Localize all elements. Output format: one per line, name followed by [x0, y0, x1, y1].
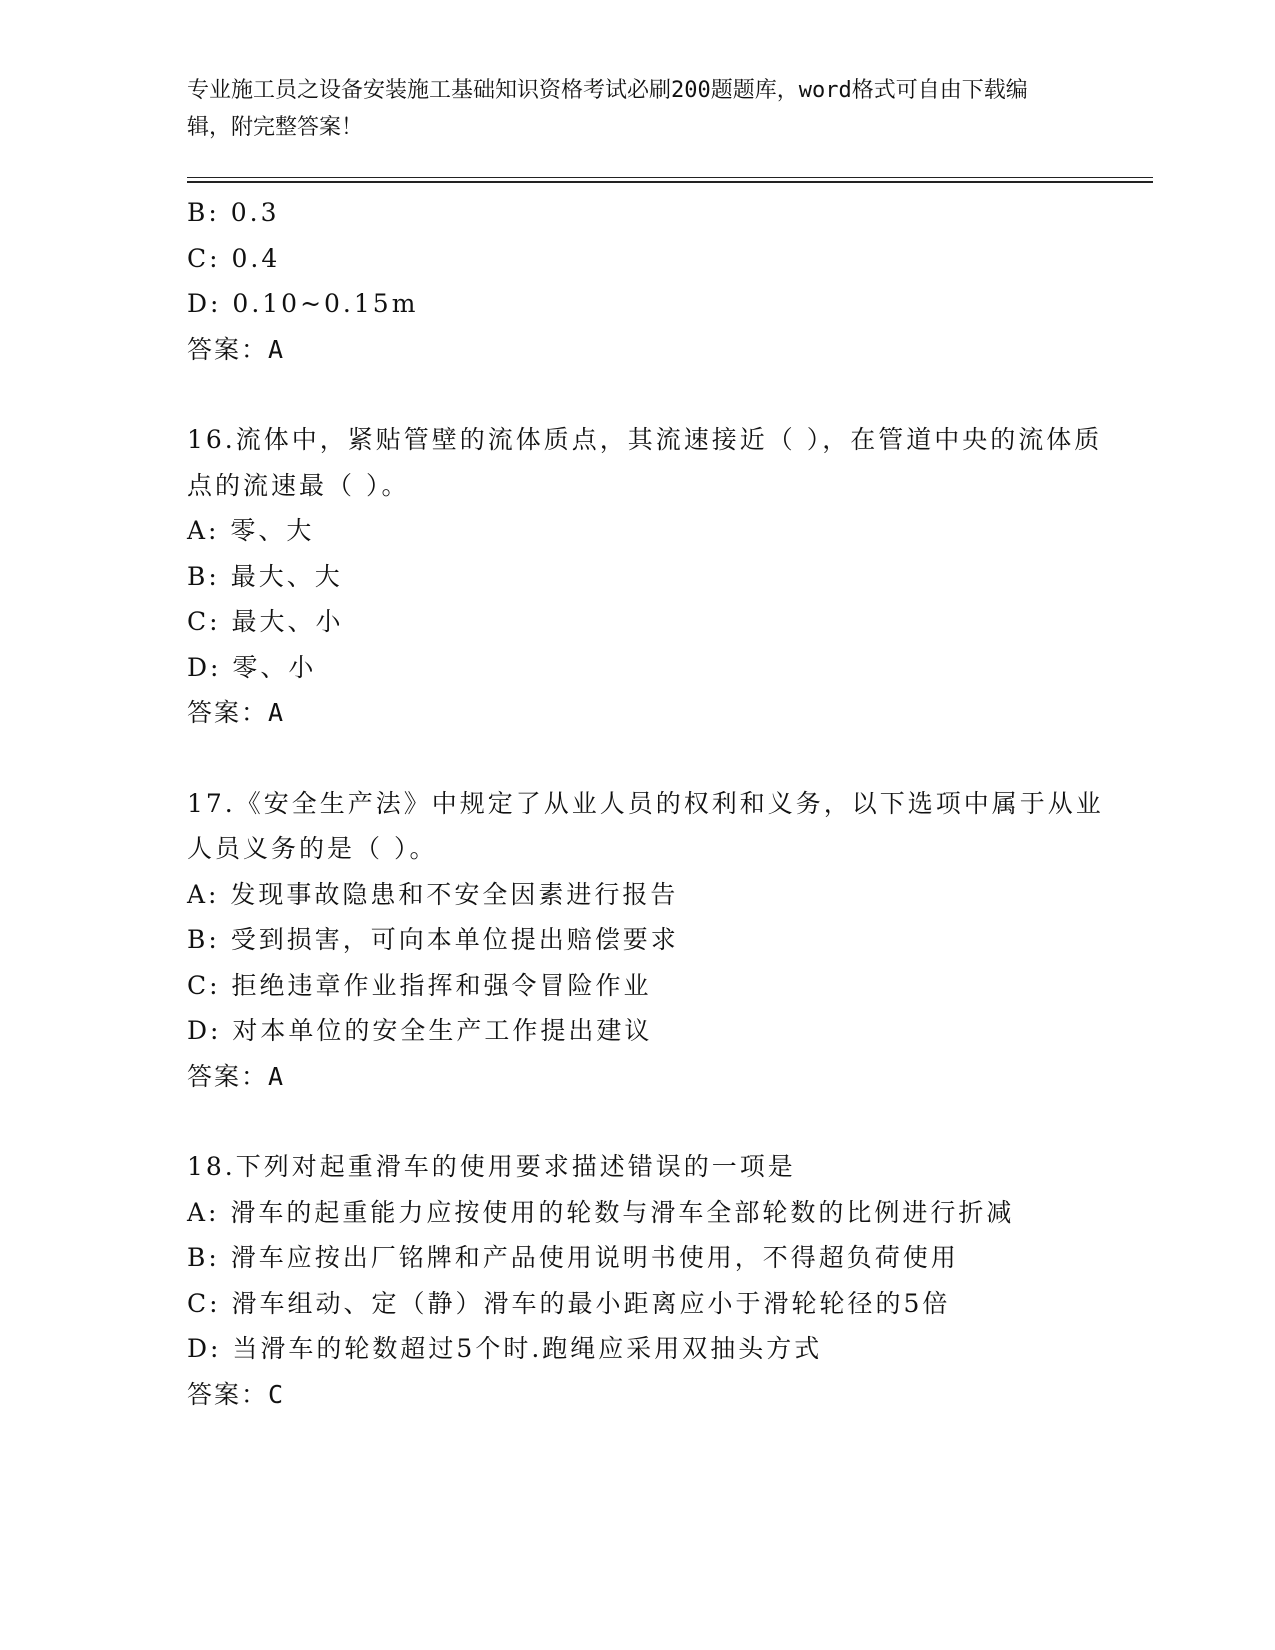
header-divider-thin — [187, 177, 1153, 178]
answer-line: 答案：C — [187, 1379, 286, 1409]
question-16 — [187, 417, 1127, 736]
option-a: A: 零、大 — [187, 516, 315, 545]
question-17 — [187, 781, 1127, 1100]
option-d: D: 零、小 — [187, 652, 317, 682]
option-a: A: 发现事故隐患和不安全因素进行报告 — [187, 879, 679, 909]
question-stem: 17.《安全生产法》中规定了从业人员的权利和义务，以下选项中属于从业人员义务的是（ ）。 — [187, 788, 1104, 863]
option-d: D: 0.10~0.15m — [187, 289, 419, 318]
question-content — [187, 190, 1127, 1417]
page-header: 专业施工员之设备安装施工基础知识资格考试必刷200题题库，word格式可自由下载编辑，附完整答案！ — [187, 78, 1028, 140]
answer-line: 答案：A — [187, 698, 286, 727]
question-18 — [187, 1144, 1127, 1417]
option-c: C: 0.4 — [187, 243, 281, 273]
option-b: B: 受到损害，可向本单位提出赔偿要求 — [187, 925, 679, 954]
answer-line: 答案：A — [187, 1061, 286, 1091]
option-b: B: 最大、大 — [187, 561, 343, 591]
option-d: D: 对本单位的安全生产工作提出建议 — [187, 1016, 653, 1045]
option-c: C: 最大、小 — [187, 607, 344, 636]
option-c: C: 拒绝违章作业指挥和强令冒险作业 — [187, 970, 652, 1000]
option-c: C: 滑车组动、定（静）滑车的最小距离应小于滑轮轮径的5倍 — [187, 1288, 951, 1318]
option-a: A: 滑车的起重能力应按使用的轮数与滑车全部轮数的比例进行折减 — [187, 1197, 1015, 1227]
spacer — [187, 736, 1127, 781]
answer-line: 答案：A — [187, 334, 286, 364]
option-b: B: 0.3 — [187, 198, 280, 227]
header-divider-thick — [187, 181, 1153, 183]
question-stem: 18.下列对起重滑车的使用要求描述错误的一项是 — [187, 1152, 796, 1181]
option-d: D: 当滑车的轮数超过5个时.跑绳应采用双抽头方式 — [187, 1334, 823, 1363]
question-stem: 16.流体中，紧贴管壁的流体质点，其流速接近（ ），在管道中央的流体质点的流速最（ ）。 — [187, 425, 1103, 500]
spacer — [187, 372, 1127, 417]
previous-question-tail — [187, 190, 1127, 372]
spacer — [187, 1099, 1127, 1144]
option-b: B: 滑车应按出厂铭牌和产品使用说明书使用，不得超负荷使用 — [187, 1243, 959, 1272]
